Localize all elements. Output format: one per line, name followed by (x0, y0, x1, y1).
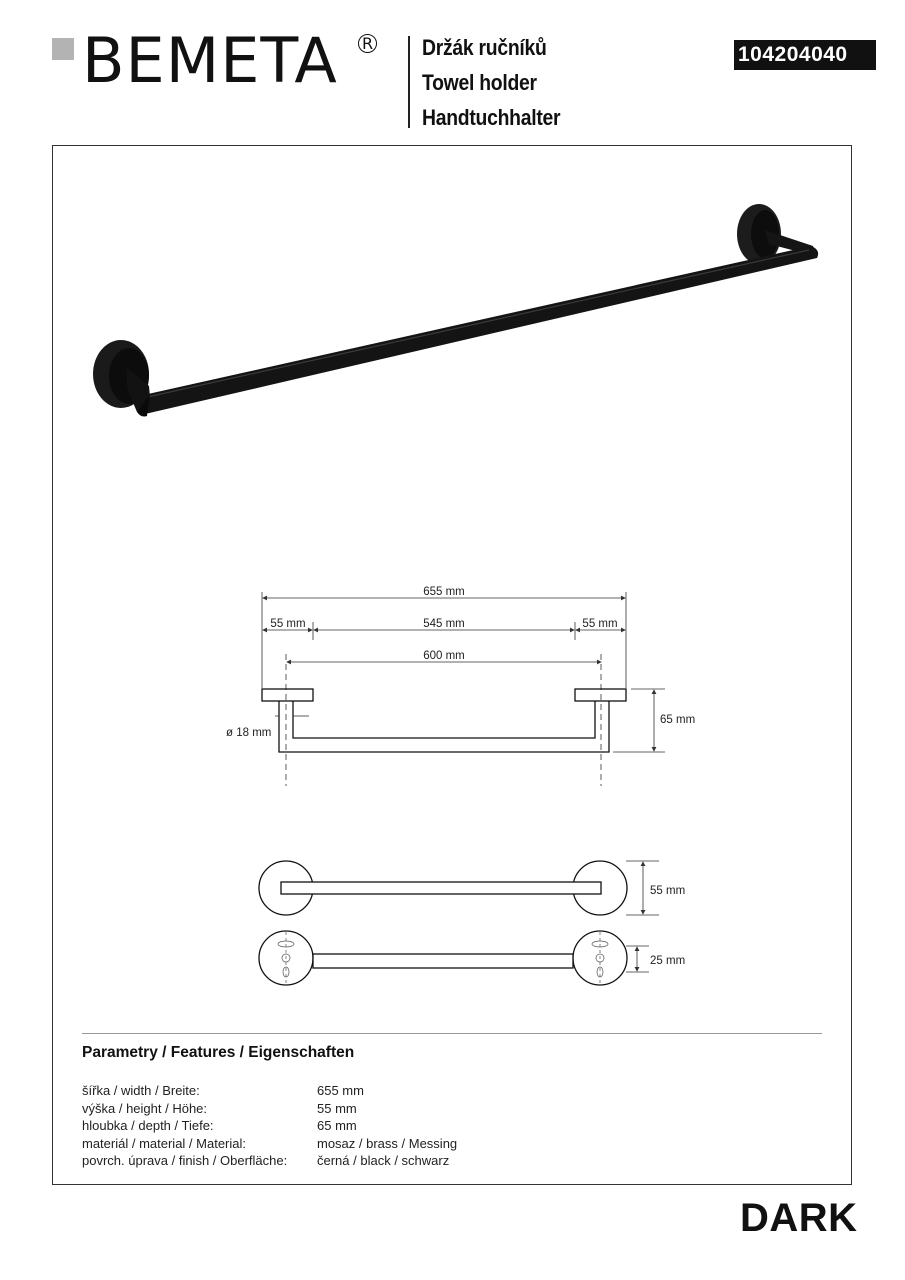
dim-rosette-gap: 25 mm (650, 955, 686, 967)
title-de: Handtuchhalter (422, 105, 561, 130)
dim-left-offset: 55 mm (270, 618, 306, 630)
technical-drawing (53, 146, 851, 1026)
dim-rosette-diameter: 55 mm (650, 885, 686, 897)
product-code-badge: 104204040 (734, 40, 876, 70)
feature-label: povrch. úprava / finish / Oberfläche: (82, 1153, 288, 1168)
feature-label: výška / height / Höhe: (82, 1100, 208, 1116)
feature-label: hloubka / depth / Tiefe: (82, 1118, 214, 1133)
feature-value: mosaz / brass / Messing (317, 1135, 458, 1151)
title-cz: Držák ručníků (422, 35, 547, 60)
dim-diameter: ø 18 mm (226, 727, 272, 739)
logo-wordmark: BEMETA (82, 24, 338, 97)
features-title: Parametry / Features / Eigenschaften (82, 1044, 355, 1061)
registered-mark-icon: R (358, 34, 377, 53)
series-name: DARK (740, 1196, 858, 1240)
product-titles (422, 30, 579, 135)
header-separator (408, 36, 410, 128)
dim-mount-distance: 600 mm (423, 650, 465, 662)
dim-overall-width: 655 mm (423, 586, 465, 598)
brand-logo (52, 24, 382, 100)
feature-value: černá / black / schwarz (317, 1153, 450, 1168)
dim-inner-span: 545 mm (423, 618, 465, 630)
feature-label: materiál / material / Material: (82, 1135, 246, 1151)
feature-label: šířka / width / Breite: (82, 1083, 200, 1098)
dim-depth: 65 mm (660, 714, 696, 726)
feature-value: 55 mm (317, 1100, 357, 1116)
title-en: Towel holder (422, 70, 537, 95)
dim-right-offset: 55 mm (582, 618, 618, 630)
section-divider (82, 1033, 822, 1034)
logo-square (52, 38, 74, 60)
feature-value: 65 mm (317, 1118, 357, 1133)
feature-value: 655 mm (317, 1083, 364, 1098)
